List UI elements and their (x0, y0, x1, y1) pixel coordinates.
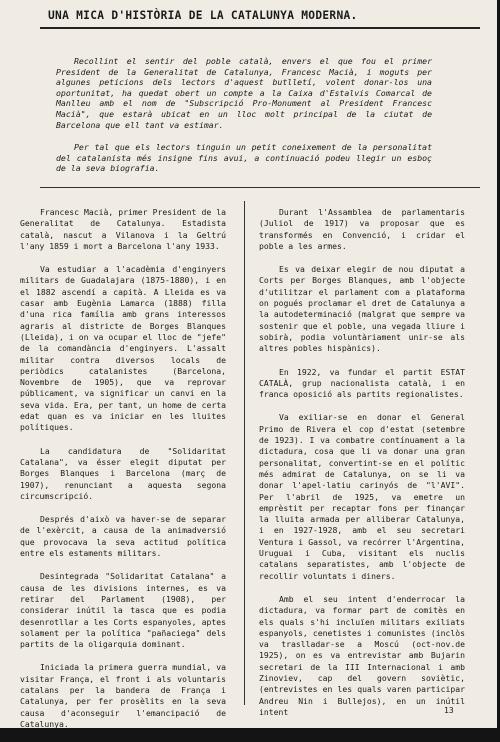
intro-paragraph: Recollint el sentir del poble català, envers el que fou el primer President de la Generalitat de Catalunya, Francesc Macià, i moguts per algunes peticions dels lectors d'aquest butlletí, volent donar-los una oportunitat, ha quedat obert un compte a la Caixa d'Estalvis Comarcal de Manlleu amb el nom de "Subscripció Pro-Monument al President Francesc Macià", que estarà ubicat en un lloc molt principal de la ciutat de Barcelona que ell tant va estimar. (56, 56, 432, 130)
body-paragraph: Va estudiar a l'acadèmia d'enginyers militars de Guadalajara (1875-1880), i en el 1882 ascendí a capità. A Lleida es va casar amb Eugènia Lamarca (1888) filla d'una rica família amb grans interessos agraris al districte de Borges Blanques (Lleida), i on va ocupar el lloc de "jefe" de la comandància d'enginyers. L'assalt militar contra diversos locals de periòdics catalanistes (Barcelona, Novembre de 1905), que va reprovar públicament, va significar un canvi en la seva vida. Era, per tant, un home de certa edat quan es va iniciar en les lluites polítiques. (20, 264, 226, 433)
body-paragraph: En 1922, va fundar el partit ESTAT CATALÀ, grup nacionalista català, i en franca oposició als partits regionalistes. (259, 366, 465, 400)
section-divider (40, 187, 480, 188)
body-paragraph: Es va deixar elegir de nou diputat a Corts per Borges Blanques, amb l'objecte d'utilitzar el parlament com a plataforma on pogués proclamar el dret de Catalunya a la autodeterminació (malgrat que sempre va sostenir que el poble, una vegada lliure i sobirà, podia voluntàriament unir-se als altres pobles hispànics). (259, 264, 465, 354)
body-paragraph: La candidatura de "Solidaritat Catalana", va ésser elegit diputat per Borges Blanques i Barcelona (març de 1907), renunciant a aquesta segona circumscripció. (20, 445, 226, 501)
body-paragraph: Després d'això va haver-se de separar de l'exèrcit, a causa de la animadversió que provocava la seva actitud política entre els estaments militars. (20, 514, 226, 559)
body-paragraph: Va exiliar-se en donar el General Primo de Rivera el cop d'estat (setembre de 1923). I va combatre contínuament a la dictadura, cosa que li va donar una gran personalitat, convertint-se en el polític més admirat de Catalunya, on se li va donar l'apel·latiu carinyós de "l'AVI". Per l'abril de 1925, va emetre un emprèstit per recaptar fons per finançar la lluita armada per alliberar Catalunya, i en 1927-1928, amb el seu secretari Ventura i Gassol, va recórrer l'Argentina, Uruguai i Cuba, visitant els nuclis catalans separatistes, amb l'objecte de recollir voluntats i diners. (259, 412, 465, 581)
right-column (259, 207, 465, 730)
article-title: UNA MICA D'HISTÒRIA DE LA CATALUNYA MODERNA. (48, 9, 358, 22)
intro-block (56, 56, 432, 186)
column-divider (244, 201, 245, 705)
body-paragraph: Desintegrada "Solidaritat Catalana" a causa de les divisions internes, es va retirar del Parlament (1908), per considerar inútil la tasca que es podia desenrotllar a les Corts espanyoles, aptes solament per la política "pañaciega" dels partits de la oligarquia dominant. (20, 571, 226, 650)
page-number: 13 (444, 706, 454, 715)
intro-paragraph: Per tal que els lectors tinguin un petit coneixement de la personalitat del catalanista més insigne fins avui, a continuació podeu llegir un esboç de la seva biografia. (56, 142, 432, 174)
body-paragraph: Durant l'Assamblea de parlamentaris (Juliol de 1917) va proposar que es transformés en Convenció, i cridar el poble a les armes. (259, 207, 465, 251)
body-paragraph: Francesc Macià, primer President de la Generalitat de Catalunya. Estadista català, nascut a Vilanova i la Geltrú l'any 1859 i mort a Barcelona l'any 1933. (20, 207, 226, 251)
title-underline (40, 27, 480, 29)
left-column (20, 207, 226, 742)
body-paragraph: Iniciada la primera guerra mundial, va visitar França, el front i als voluntaris catalans per la bandera de França i Catalunya, per fer prosèlits en la seva causa d'aconseguir l'emancipació de Catalunya. (20, 662, 226, 729)
body-paragraph: Amb el seu intent d'enderrocar la dictadura, va formar part de comitès en els quals s'hi incluïen militars exiliats espanyols, cenetistes i comunistes (inclòs va traslladar-se a Moscú (oct-nov.de 1925), on es va entrevistar amb Bujarin secretari de la III Internacional i amb Zinoviev, cap del govern soviètic, (entrevistes en les quals varen participar Andreu Nin i Bullejos), en un inútil intent (259, 593, 465, 717)
